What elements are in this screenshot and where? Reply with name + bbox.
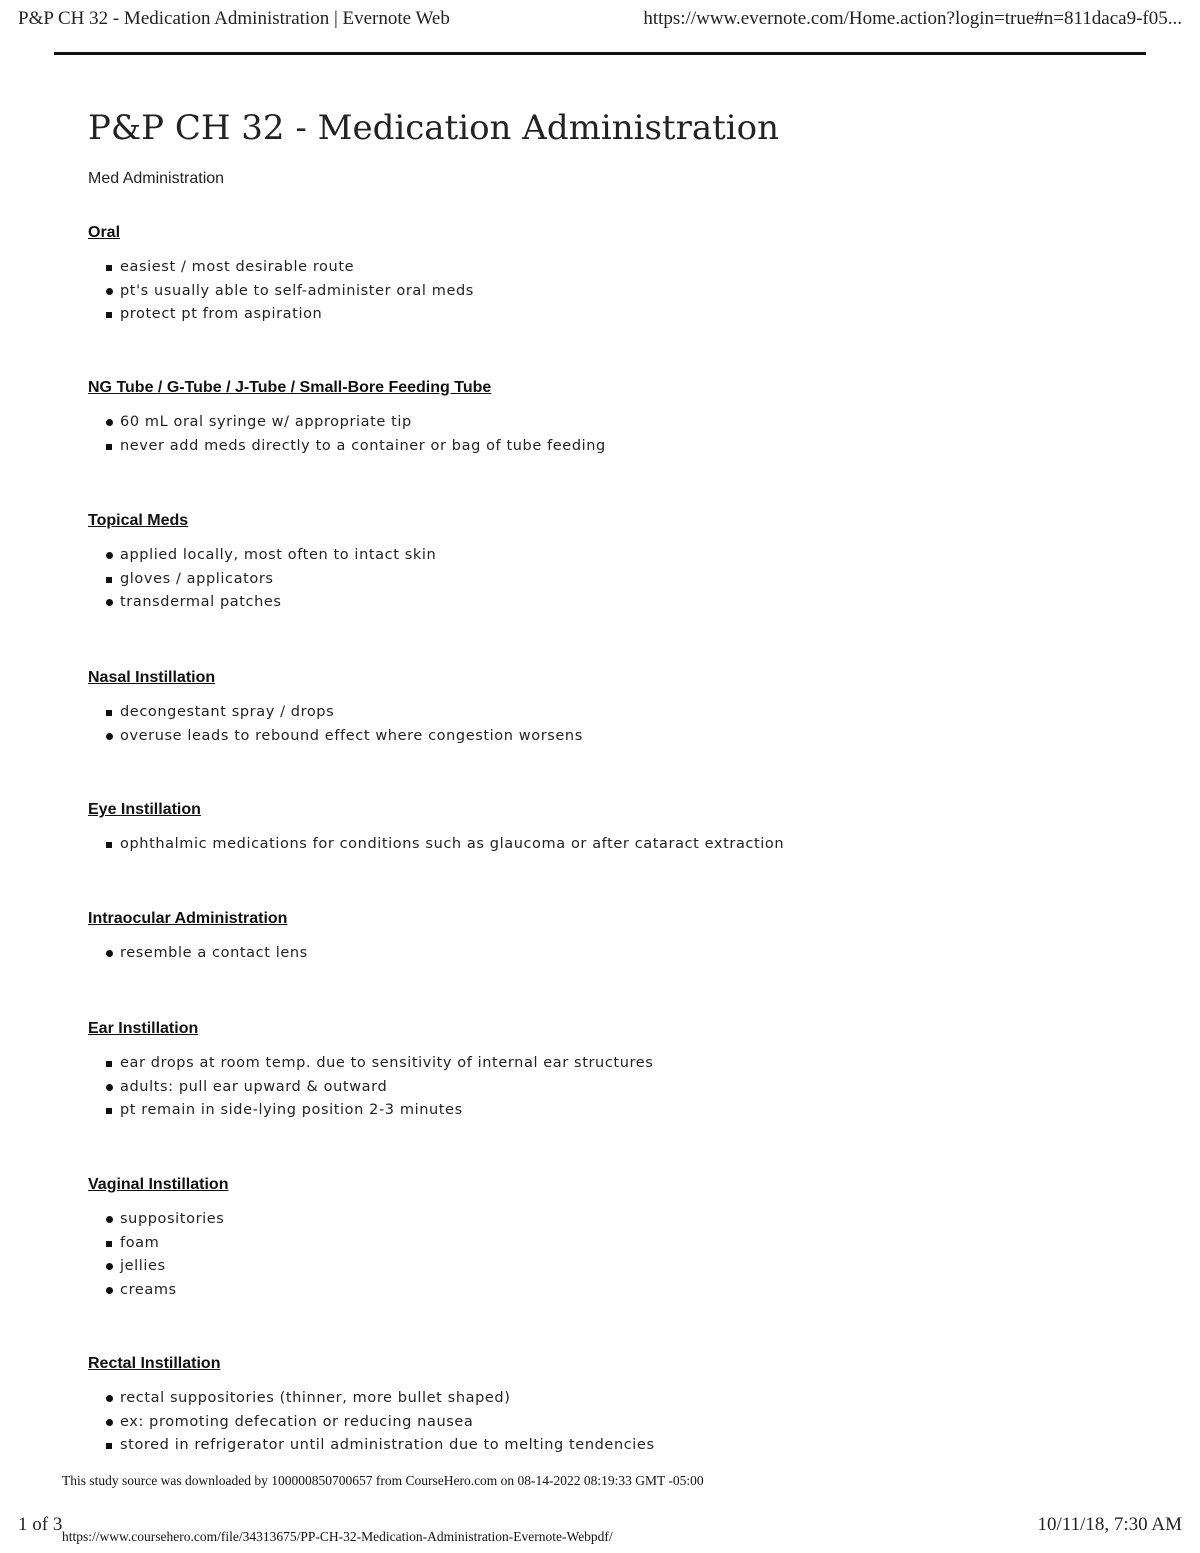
list-item: adults: pull ear upward & outward	[104, 1076, 653, 1100]
bullet-list	[88, 1387, 655, 1458]
section-feeding-tube	[88, 379, 606, 458]
section-ear	[88, 1020, 653, 1123]
print-date: 10/11/18, 7:30 AM	[1037, 1514, 1182, 1535]
list-item: gloves / applicators	[104, 568, 436, 592]
list-item: pt's usually able to self-administer oral meds	[104, 280, 474, 304]
list-item: applied locally, most often to intact skin	[104, 544, 436, 568]
bullet-list	[88, 544, 436, 615]
section-heading: Nasal Instillation	[88, 669, 216, 686]
list-item: ophthalmic medications for conditions such as glaucoma or after cataract extraction	[104, 833, 784, 857]
section-topical	[88, 512, 436, 615]
bullet-list	[88, 833, 784, 857]
section-heading: Oral	[88, 224, 121, 241]
list-item: easiest / most desirable route	[104, 256, 474, 280]
section-heading: Topical Meds	[88, 512, 189, 529]
list-item: pt remain in side-lying position 2-3 minutes	[104, 1099, 653, 1123]
list-item: creams	[104, 1279, 228, 1303]
note-content	[88, 108, 1148, 1453]
list-item: overuse leads to rebound effect where congestion worsens	[104, 725, 583, 749]
list-item: transdermal patches	[104, 591, 436, 615]
list-item: ear drops at room temp. due to sensitivity of internal ear structures	[104, 1052, 653, 1076]
list-item: never add meds directly to a container or bag of tube feeding	[104, 435, 606, 459]
section-heading: Ear Instillation	[88, 1020, 199, 1037]
list-item: resemble a contact lens	[104, 942, 308, 966]
list-item: rectal suppositories (thinner, more bullet shaped)	[104, 1387, 655, 1411]
section-heading: NG Tube / G-Tube / J-Tube / Small-Bore Feeding Tube	[88, 379, 492, 396]
coursehero-source-note: This study source was downloaded by 100000850700657 from CourseHero.com on 08-14-2022 08:19:33 GMT -05:00	[62, 1473, 704, 1488]
section-eye	[88, 801, 784, 857]
print-header-url: https://www.evernote.com/Home.action?login=true#n=811daca9-f05...	[643, 8, 1182, 29]
print-header-title: P&P CH 32 - Medication Administration | Evernote Web	[18, 8, 450, 29]
section-vaginal	[88, 1176, 228, 1302]
list-item: protect pt from aspiration	[104, 303, 474, 327]
bullet-list	[88, 411, 606, 458]
bullet-list	[88, 942, 308, 966]
bullet-list	[88, 701, 583, 748]
note-subtitle: Med Administration	[88, 170, 225, 187]
section-heading: Rectal Instillation	[88, 1355, 221, 1372]
header-divider	[54, 52, 1146, 55]
list-item: suppositories	[104, 1208, 228, 1232]
list-item: stored in refrigerator until administration due to melting tendencies	[104, 1434, 655, 1458]
section-oral	[88, 224, 474, 327]
section-heading: Eye Instillation	[88, 801, 201, 818]
list-item: jellies	[104, 1255, 228, 1279]
page-number: 1 of 3	[18, 1514, 63, 1535]
section-heading: Vaginal Instillation	[88, 1176, 229, 1193]
section-rectal	[88, 1355, 655, 1458]
footer-url[interactable]: https://www.coursehero.com/file/34313675/PP-CH-32-Medication-Administration-Evernote-Webpdf/	[62, 1529, 613, 1544]
bullet-list	[88, 1208, 228, 1302]
note-title: P&P CH 32 - Medication Administration	[88, 108, 780, 148]
list-item: ex: promoting defecation or reducing nausea	[104, 1411, 655, 1435]
section-nasal	[88, 669, 583, 748]
list-item: decongestant spray / drops	[104, 701, 583, 725]
section-intraocular	[88, 910, 308, 966]
section-heading: Intraocular Administration	[88, 910, 288, 927]
bullet-list	[88, 1052, 653, 1123]
list-item: 60 mL oral syringe w/ appropriate tip	[104, 411, 606, 435]
bullet-list	[88, 256, 474, 327]
list-item: foam	[104, 1232, 228, 1256]
